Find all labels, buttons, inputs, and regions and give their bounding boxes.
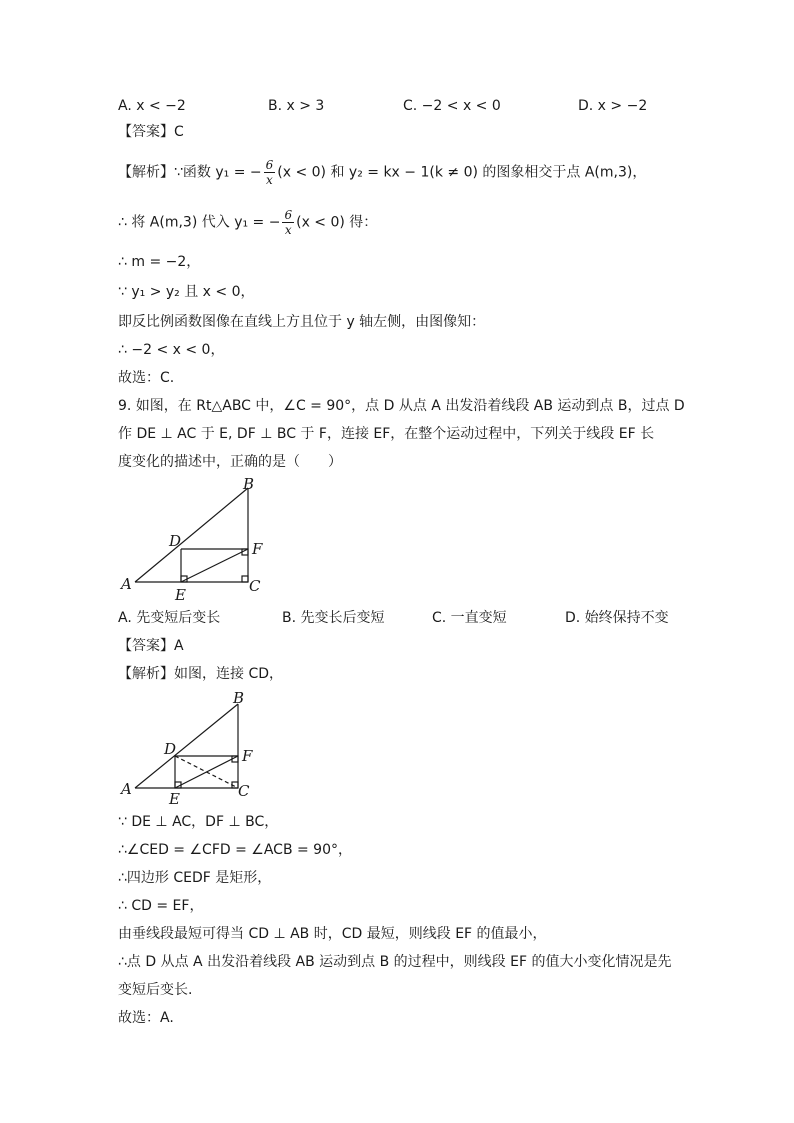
label-d: D bbox=[164, 740, 177, 758]
q9-figure bbox=[115, 476, 275, 606]
q8-option-c: C. −2 < x < 0 bbox=[403, 98, 501, 114]
q9-option-c: C. 一直变短 bbox=[432, 610, 507, 626]
q9-analysis-line-8: 变短后变长. bbox=[118, 982, 193, 998]
label-b: B bbox=[233, 689, 245, 707]
q8-analysis-line-5: 即反比例函数图像在直线上方且位于 y 轴左侧，由图像知： bbox=[118, 314, 486, 330]
q8-analysis-line-3: ∴ m = −2， bbox=[118, 254, 201, 270]
q8-analysis-line-6: ∴ −2 < x < 0， bbox=[118, 342, 225, 358]
q9-stem-line-2: 作 DE ⊥ AC 于 E, DF ⊥ BC 于 F，连接 EF，在整个运动过程中，下列关于线段 EF 长 bbox=[118, 426, 655, 442]
fraction: $\frac{6}{x}$ bbox=[265, 158, 274, 187]
q8-option-d: D. x > −2 bbox=[578, 98, 648, 114]
label-e: E bbox=[169, 790, 180, 808]
label-a: A bbox=[121, 575, 132, 593]
label-f: F bbox=[242, 747, 253, 765]
q8-analysis-line-2: ∴ 将 A(m,3) 代入 y₁ = − $\frac{6}{x}$ (x < 0) 得： bbox=[118, 208, 378, 237]
q9-analysis-line-7: ∴点 D 从点 A 出发沿着线段 AB 运动到点 B 的过程中，则线段 EF 的值大小变化情况是先 bbox=[118, 954, 672, 970]
q9-analysis-line-5: ∴ CD = EF， bbox=[118, 898, 204, 914]
label-b: B bbox=[243, 476, 255, 493]
q8-analysis-line-1: 【解析】∵函数 y₁ = − $\frac{6}{x}$ (x < 0) 和 y₂ = kx − 1(k ≠ 0) 的图象相交于点 A(m,3)， bbox=[118, 158, 647, 187]
q8-analysis-line-7: 故选：C. bbox=[118, 370, 175, 386]
q9-analysis-line-6: 由垂线段最短可得当 CD ⊥ AB 时，CD 最短，则线段 EF 的值最小， bbox=[118, 926, 547, 942]
q9-option-d: D. 始终保持不变 bbox=[565, 610, 669, 626]
q9-analysis-line-3: ∴∠CED = ∠CFD = ∠ACB = 90°， bbox=[118, 842, 352, 858]
q8-analysis-line-4: ∵ y₁ > y₂ 且 x < 0， bbox=[118, 284, 255, 300]
label-c: C bbox=[249, 577, 261, 595]
q9-stem-line-1: 9. 如图，在 Rt△ABC 中，∠C = 90°，点 D 从点 A 出发沿着线段 AB 运动到点 B，过点 D bbox=[118, 398, 685, 414]
q9-answer: 【答案】A bbox=[118, 638, 184, 654]
q8-option-a: A. x < −2 bbox=[118, 98, 186, 114]
q8-option-b: B. x > 3 bbox=[268, 98, 325, 114]
q8-answer: 【答案】C bbox=[118, 124, 184, 140]
q9-analysis-figure bbox=[115, 688, 275, 808]
label-d: D bbox=[169, 532, 182, 550]
q9-analysis-line-9: 故选：A. bbox=[118, 1010, 174, 1026]
label-e: E bbox=[175, 586, 186, 604]
q9-stem-line-3: 度变化的描述中，正确的是（ ） bbox=[118, 454, 342, 470]
label-f: F bbox=[252, 540, 263, 558]
q9-analysis-line-2: ∵ DE ⊥ AC，DF ⊥ BC， bbox=[118, 814, 279, 830]
q9-analysis-line-4: ∴四边形 CEDF 是矩形， bbox=[118, 870, 272, 886]
q9-option-a: A. 先变短后变长 bbox=[118, 610, 221, 626]
q9-analysis-line-1: 【解析】如图，连接 CD， bbox=[118, 666, 284, 682]
label-a: A bbox=[121, 780, 132, 798]
fraction: $\frac{6}{x}$ bbox=[284, 208, 293, 237]
label-c: C bbox=[238, 782, 250, 800]
q9-option-b: B. 先变长后变短 bbox=[282, 610, 385, 626]
